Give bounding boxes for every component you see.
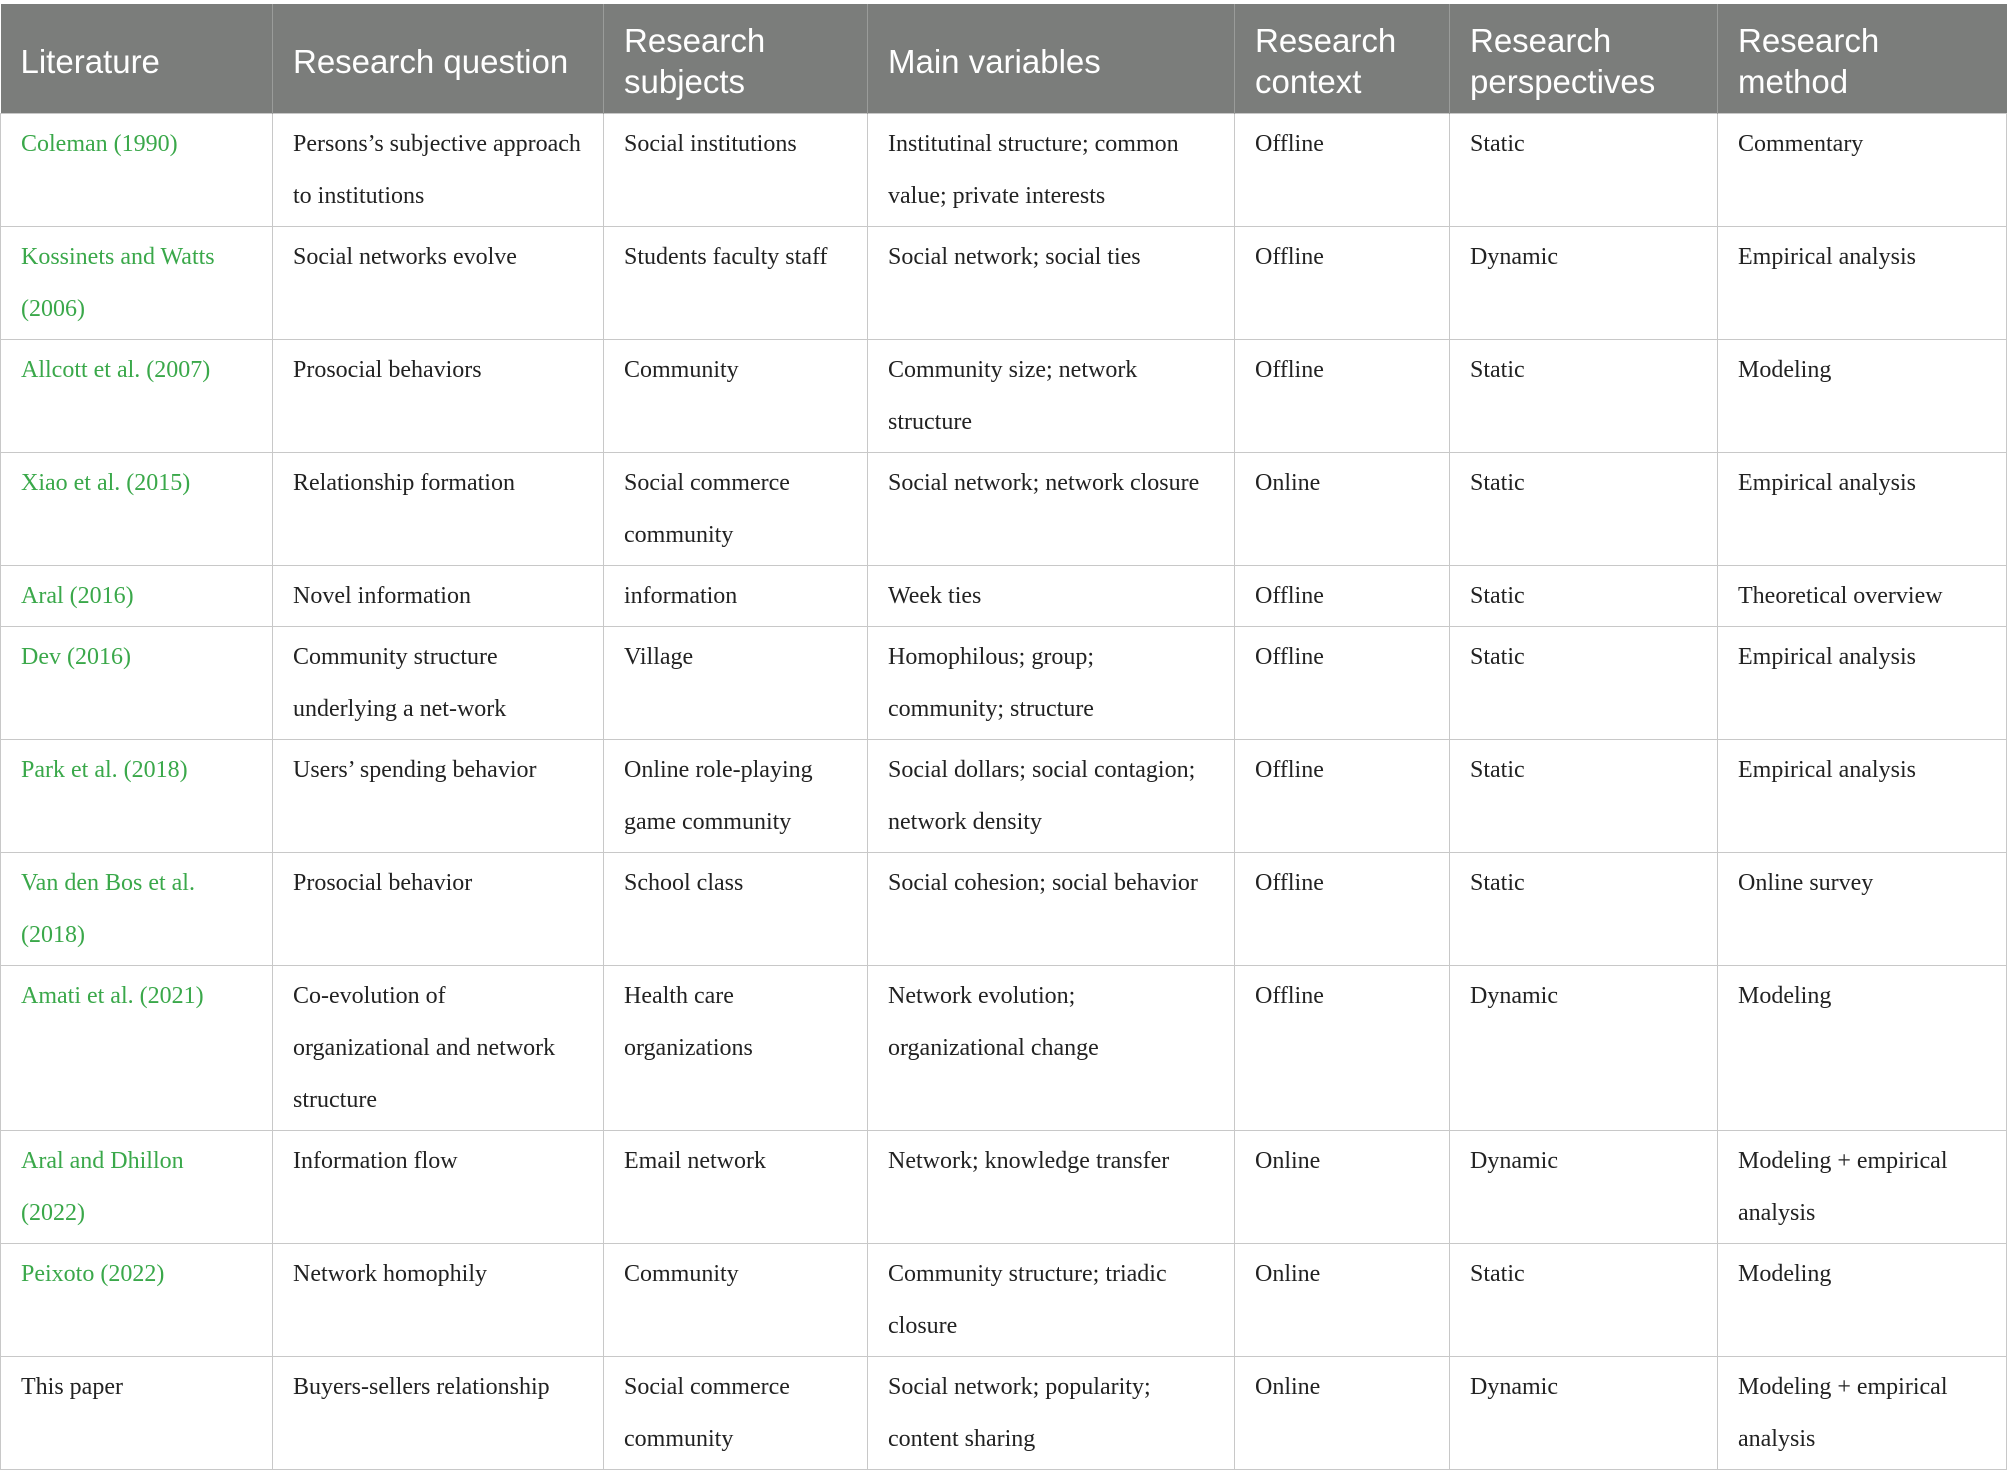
literature-cell[interactable]: [1, 740, 273, 853]
variables-cell: Social dollars; social contagion; network density: [868, 740, 1235, 853]
subjects-cell: Email network: [604, 1131, 868, 1244]
header-research-subjects: Research subjects: [604, 4, 868, 114]
method-cell: Modeling: [1718, 340, 2007, 453]
header-research-perspectives: Research perspectives: [1450, 4, 1718, 114]
method-cell: Modeling + empirical analysis: [1718, 1357, 2007, 1470]
literature-cell[interactable]: [1, 966, 273, 1131]
citation-link[interactable]: Xiao et al. (2015): [21, 470, 191, 496]
header-research-question: Research question: [273, 4, 604, 114]
table-body: [1, 114, 2007, 1470]
citation-link[interactable]: Aral (2016): [21, 583, 134, 609]
table-header: [1, 4, 2007, 114]
table-row: [1, 340, 2007, 453]
table-row: [1, 966, 2007, 1131]
variables-cell: Community structure; triadic closure: [868, 1244, 1235, 1357]
variables-cell: Social network; social ties: [868, 227, 1235, 340]
question-cell: Novel information: [273, 566, 604, 627]
literature-cell: [1, 1357, 273, 1470]
citation-link[interactable]: Van den Bos et al. (2018): [21, 870, 195, 948]
table-row: [1, 227, 2007, 340]
method-cell: Modeling + empirical analysis: [1718, 1131, 2007, 1244]
perspective-cell: Static: [1450, 740, 1718, 853]
perspective-cell: Static: [1450, 627, 1718, 740]
subjects-cell: Community: [604, 1244, 868, 1357]
variables-cell: Social network; popularity; content sharing: [868, 1357, 1235, 1470]
header-main-variables: Main variables: [868, 4, 1235, 114]
question-cell: Persons’s subjective approach to institutions: [273, 114, 604, 227]
perspective-cell: Static: [1450, 1244, 1718, 1357]
question-cell: Prosocial behaviors: [273, 340, 604, 453]
question-cell: Social networks evolve: [273, 227, 604, 340]
subjects-cell: Village: [604, 627, 868, 740]
table-row: [1, 114, 2007, 227]
citation-link[interactable]: Allcott et al. (2007): [21, 357, 211, 383]
context-cell: Offline: [1235, 340, 1450, 453]
perspective-cell: Dynamic: [1450, 227, 1718, 340]
context-cell: Offline: [1235, 227, 1450, 340]
method-cell: Online survey: [1718, 853, 2007, 966]
question-cell: Community structure underlying a net-work: [273, 627, 604, 740]
subjects-cell: School class: [604, 853, 868, 966]
subjects-cell: Health care organizations: [604, 966, 868, 1131]
variables-cell: Week ties: [868, 566, 1235, 627]
question-cell: Prosocial behavior: [273, 853, 604, 966]
perspective-cell: Static: [1450, 853, 1718, 966]
context-cell: Offline: [1235, 740, 1450, 853]
context-cell: Offline: [1235, 627, 1450, 740]
header-research-context: Research context: [1235, 4, 1450, 114]
table-row: [1, 1357, 2007, 1470]
perspective-cell: Dynamic: [1450, 1357, 1718, 1470]
header-literature: Literature: [1, 4, 273, 114]
context-cell: Offline: [1235, 114, 1450, 227]
perspective-cell: Static: [1450, 114, 1718, 227]
literature-cell[interactable]: [1, 114, 273, 227]
literature-cell[interactable]: [1, 227, 273, 340]
table-row: [1, 853, 2007, 966]
method-cell: Theoretical overview: [1718, 566, 2007, 627]
perspective-cell: Static: [1450, 566, 1718, 627]
variables-cell: Social cohesion; social behavior: [868, 853, 1235, 966]
variables-cell: Institutinal structure; common value; private interests: [868, 114, 1235, 227]
literature-comparison-table: [0, 4, 2007, 1470]
table-row: [1, 566, 2007, 627]
citation-link[interactable]: Aral and Dhillon (2022): [21, 1148, 184, 1226]
method-cell: Commentary: [1718, 114, 2007, 227]
method-cell: Empirical analysis: [1718, 227, 2007, 340]
table-row: [1, 453, 2007, 566]
this-paper-label: This paper: [21, 1374, 123, 1400]
subjects-cell: Community: [604, 340, 868, 453]
subjects-cell: Online role-playing game community: [604, 740, 868, 853]
literature-cell[interactable]: [1, 566, 273, 627]
question-cell: Information flow: [273, 1131, 604, 1244]
subjects-cell: Students faculty staff: [604, 227, 868, 340]
variables-cell: Network; knowledge transfer: [868, 1131, 1235, 1244]
subjects-cell: Social commerce community: [604, 453, 868, 566]
citation-link[interactable]: Dev (2016): [21, 644, 131, 670]
subjects-cell: Social commerce community: [604, 1357, 868, 1470]
method-cell: Empirical analysis: [1718, 740, 2007, 853]
citation-link[interactable]: Kossinets and Watts (2006): [21, 244, 215, 322]
citation-link[interactable]: Amati et al. (2021): [21, 983, 204, 1009]
table-row: [1, 1244, 2007, 1357]
method-cell: Modeling: [1718, 1244, 2007, 1357]
context-cell: Online: [1235, 453, 1450, 566]
table-row: [1, 740, 2007, 853]
citation-link[interactable]: Park et al. (2018): [21, 757, 188, 783]
context-cell: Online: [1235, 1357, 1450, 1470]
question-cell: Buyers-sellers relationship: [273, 1357, 604, 1470]
context-cell: Offline: [1235, 966, 1450, 1131]
literature-cell[interactable]: [1, 1244, 273, 1357]
variables-cell: Network evolution; organizational change: [868, 966, 1235, 1131]
table-row: [1, 1131, 2007, 1244]
citation-link[interactable]: Peixoto (2022): [21, 1261, 165, 1287]
table-row: [1, 627, 2007, 740]
subjects-cell: Social institutions: [604, 114, 868, 227]
literature-comparison-table-wrapper: [0, 4, 2006, 1470]
literature-cell[interactable]: [1, 340, 273, 453]
method-cell: Empirical analysis: [1718, 627, 2007, 740]
question-cell: Relationship formation: [273, 453, 604, 566]
question-cell: Users’ spending behavior: [273, 740, 604, 853]
perspective-cell: Static: [1450, 453, 1718, 566]
subjects-cell: information: [604, 566, 868, 627]
context-cell: Online: [1235, 1131, 1450, 1244]
literature-cell[interactable]: [1, 453, 273, 566]
header-row: [1, 4, 2007, 114]
method-cell: Empirical analysis: [1718, 453, 2007, 566]
citation-link[interactable]: Coleman (1990): [21, 131, 178, 157]
context-cell: Online: [1235, 1244, 1450, 1357]
perspective-cell: Dynamic: [1450, 1131, 1718, 1244]
question-cell: Network homophily: [273, 1244, 604, 1357]
context-cell: Offline: [1235, 566, 1450, 627]
variables-cell: Community size; network structure: [868, 340, 1235, 453]
literature-cell[interactable]: [1, 853, 273, 966]
perspective-cell: Dynamic: [1450, 966, 1718, 1131]
variables-cell: Social network; network closure: [868, 453, 1235, 566]
method-cell: Modeling: [1718, 966, 2007, 1131]
context-cell: Offline: [1235, 853, 1450, 966]
question-cell: Co-evolution of organizational and network structure: [273, 966, 604, 1131]
variables-cell: Homophilous; group; community; structure: [868, 627, 1235, 740]
literature-cell[interactable]: [1, 627, 273, 740]
perspective-cell: Static: [1450, 340, 1718, 453]
header-research-method: Research method: [1718, 4, 2007, 114]
literature-cell[interactable]: [1, 1131, 273, 1244]
